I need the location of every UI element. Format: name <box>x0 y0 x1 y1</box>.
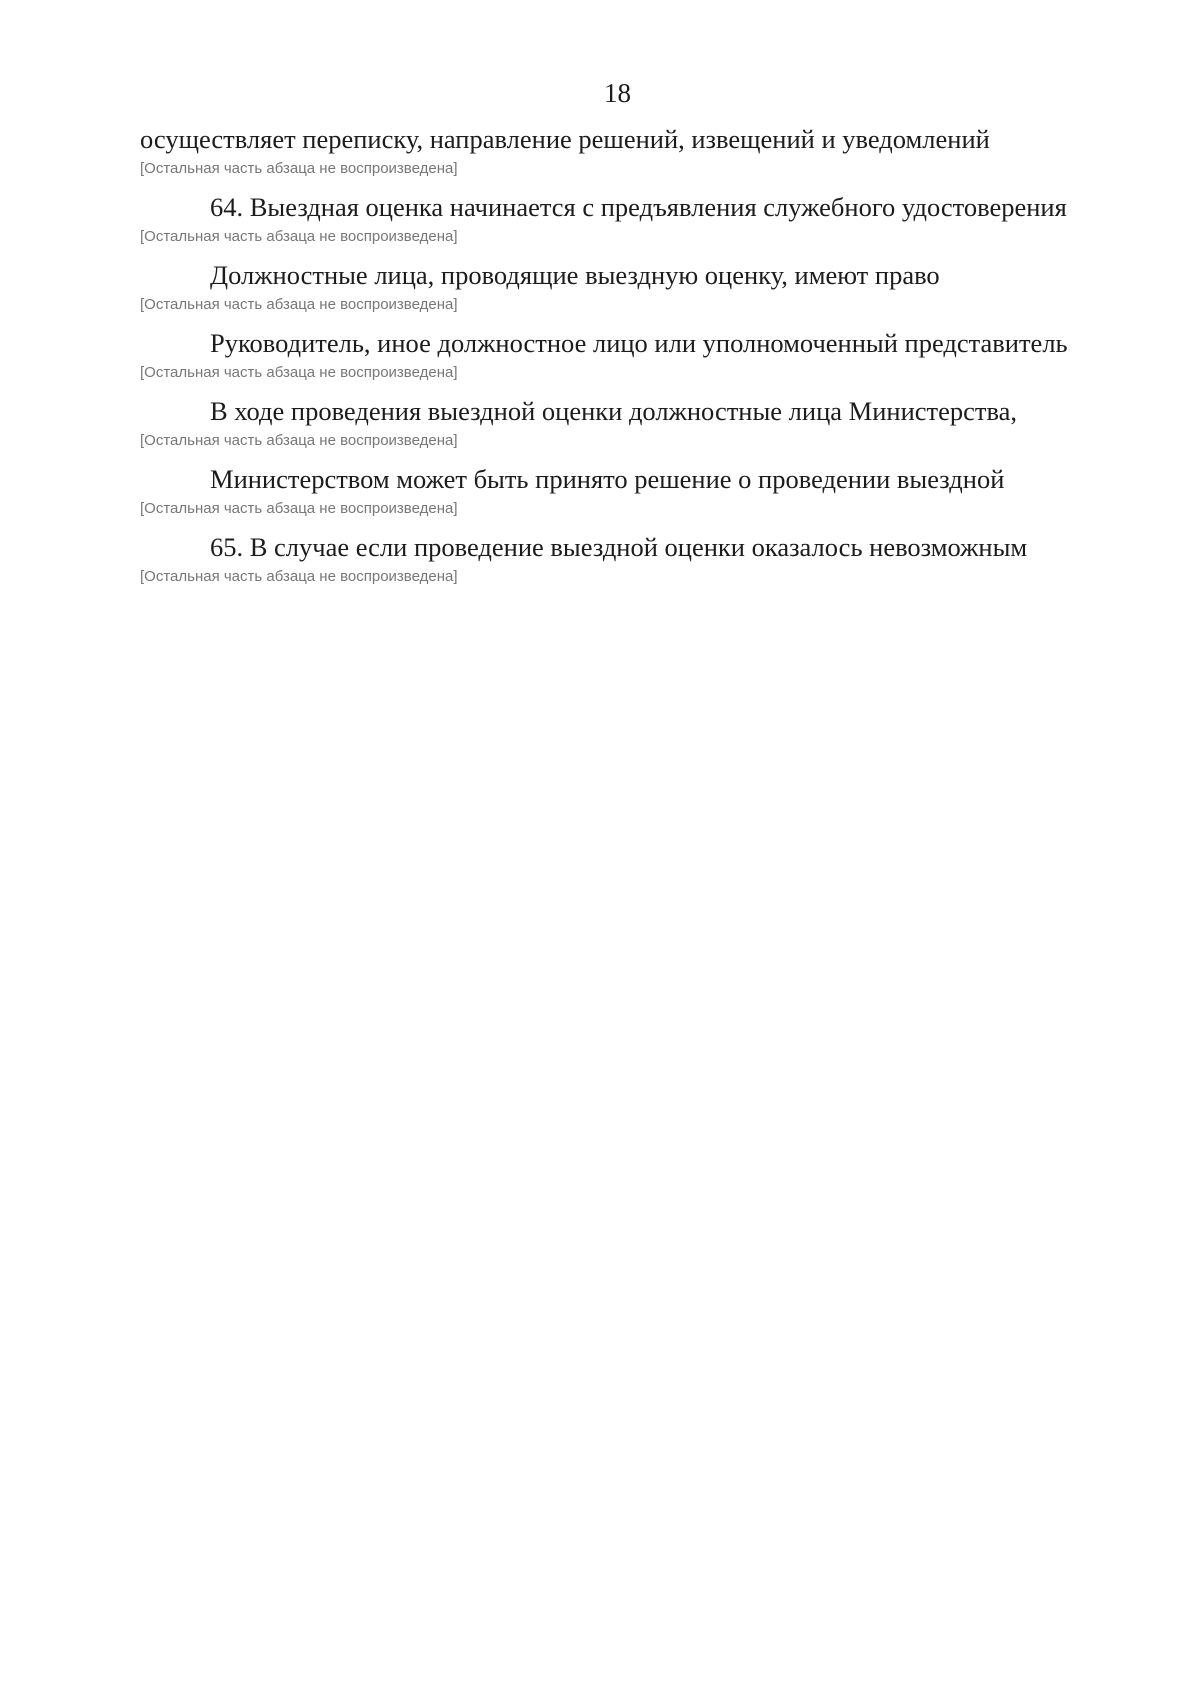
paragraph-65 <box>140 531 1095 587</box>
omission-note: [Остальная часть абзаца не воспроизведена] <box>140 432 458 449</box>
omission-note: [Остальная часть абзаца не воспроизведена] <box>140 568 458 585</box>
paragraph-text: Министерством может быть принято решение о проведении выездной <box>210 464 1005 494</box>
paragraph-text: Должностные лица, проводящие выездную оценку, имеют право <box>210 260 940 290</box>
omission-note: [Остальная часть абзаца не воспроизведена] <box>140 228 458 245</box>
omission-note: [Остальная часть абзаца не воспроизведена] <box>140 160 458 177</box>
paragraph-inspection-act <box>140 395 1095 451</box>
omission-note: [Остальная часть абзаца не воспроизведена] <box>140 296 458 313</box>
paragraph-text: осуществляет переписку, направление решений, извещений и уведомлений <box>140 124 990 154</box>
paragraph-64 <box>140 191 1095 247</box>
paragraph-text: 65. В случае если проведение выездной оценки оказалось невозможным <box>210 532 1028 562</box>
paragraph-continuation <box>140 123 1095 179</box>
paragraph-remote-assessment <box>140 463 1095 519</box>
paragraph-text: В ходе проведения выездной оценки должностные лица Министерства, <box>210 396 1017 426</box>
omission-note: [Остальная часть абзаца не воспроизведена] <box>140 364 458 381</box>
omission-note: [Остальная часть абзаца не воспроизведена] <box>140 500 458 517</box>
paragraph-text: 64. Выездная оценка начинается с предъявления служебного удостоверения <box>210 192 1067 222</box>
paragraph-officials-rights <box>140 259 1095 315</box>
page-number: 18 <box>604 78 631 108</box>
paragraph-head-obligations <box>140 327 1095 383</box>
paragraph-text: Руководитель, иное должностное лицо или уполномоченный представитель <box>210 328 1068 358</box>
